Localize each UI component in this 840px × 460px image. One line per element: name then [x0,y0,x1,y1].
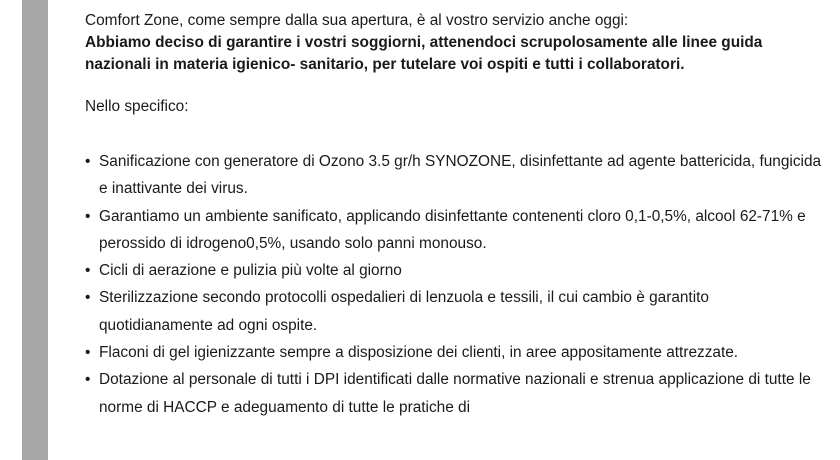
list-item [85,339,825,366]
bullet-icon: • [85,371,91,389]
list-item [85,284,825,339]
list-item-text: Flaconi di gel igienizzante sempre a disposizione dei clienti, in aree appositamente attrezzate. [99,344,739,362]
list-item [85,203,825,258]
bullet-icon: • [85,153,91,170]
highlight-paragraph: Abbiamo deciso di garantire i vostri soggiorni, attenendoci scrupolosamente alle linee guida nazionali in materia igienico- sanitario, per tutelare voi ospiti e tutti i collaboratori. [85,34,763,73]
bullet-icon: • [85,262,91,280]
measures-list [85,148,825,421]
section-subheading: Nello specifico: [85,98,189,115]
bullet-icon: • [85,207,91,225]
list-item [85,148,825,203]
list-item-text: Garantiamo un ambiente sanificato, applicando disinfettante contenenti cloro 0,1-0,5%, alcool 62-71% e perossido di idrogeno0,5%, usando solo panni monouso. [99,207,806,252]
list-item-text: Cicli di aerazione e pulizia più volte al giorno [99,262,402,280]
bullet-icon: • [85,344,91,362]
list-item-text: Sanificazione con generatore di Ozono 3.5 gr/h SYNOZONE, disinfettante ad agente battericida, fungicida e inattivante dei virus. [99,153,822,198]
left-accent-bar [22,0,48,460]
list-item-text: Dotazione al personale di tutti i DPI identificati dalle normative nazionali e strenua applicazione di tutte le norme di HACCP e adeguamento di tutte le pratiche di [99,371,811,416]
bullet-icon: • [85,289,91,307]
list-item [85,257,825,284]
list-item [85,366,825,421]
intro-paragraph: Comfort Zone, come sempre dalla sua apertura, è al vostro servizio anche oggi: [85,12,629,29]
list-item-text: Sterilizzazione secondo protocolli ospedalieri di lenzuola e tessili, il cui cambio è garantito quotidianamente ad ogni ospite. [99,289,709,334]
document-body [85,10,825,421]
